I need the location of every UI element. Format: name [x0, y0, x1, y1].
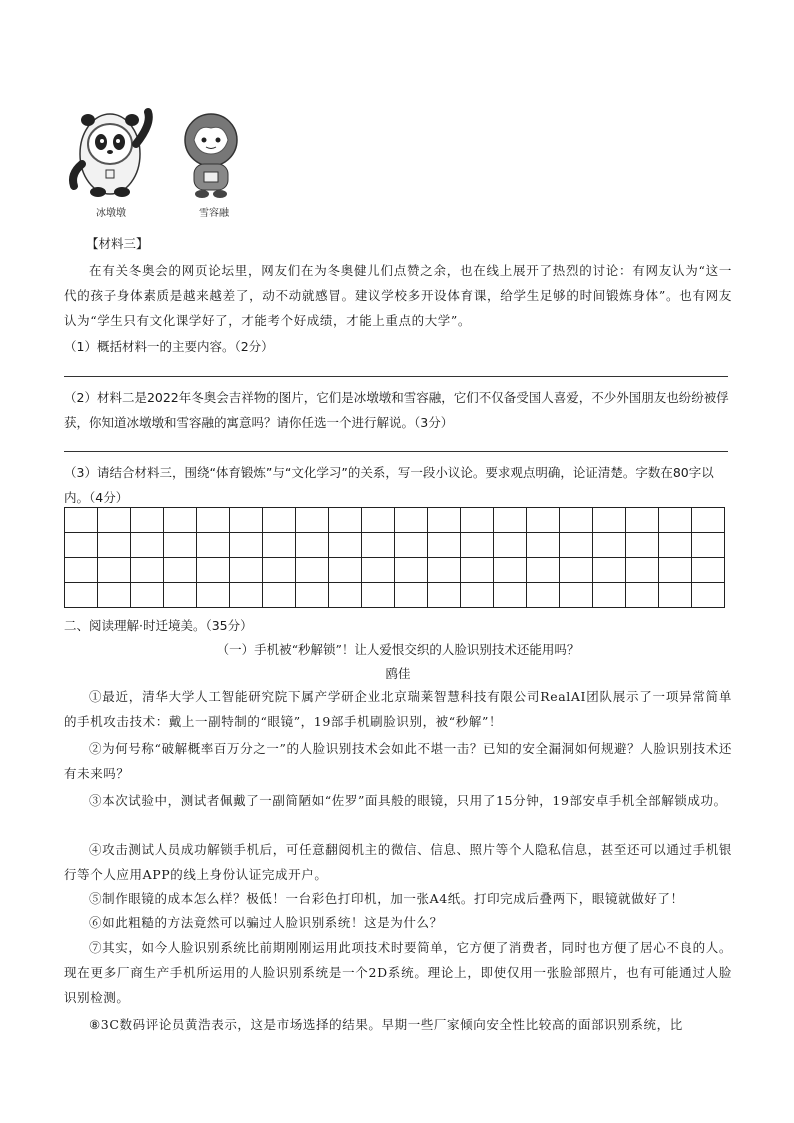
- bing-dwen-dwen-caption: 冰墩墩: [96, 208, 126, 219]
- question-2: （2）材料二是2022年冬奥会吉祥物的图片，它们是冰墩墩和雪容融，它们不仅备受国人喜爱，不少外国朋友也纷纷被俘获，你知道冰墩墩和雪容融的寓意吗？请你任选一个进行解说。（3分）: [64, 390, 729, 430]
- shuey-rhon-rhon-illustration: [176, 110, 246, 200]
- writing-grid[interactable]: [64, 507, 725, 608]
- question-1: （1）概括材料一的主要内容。（2分）: [64, 339, 274, 354]
- question-3: （3）请结合材料三，围绕“体育锻炼”与“文化学习”的关系，写一段小议论。要求观点明确，论证清楚。字数在80字以内。（4分）: [64, 465, 714, 505]
- section2-heading: 二、阅读理解·时迁境美。（35分）: [64, 618, 253, 633]
- article-paragraph-3: ③本次试验中，测试者佩戴了一副简陋如“佐罗”面具般的眼镜，只用了15分钟，19部安卓手机全部解锁成功。: [89, 793, 727, 808]
- bing-dwen-dwen-illustration: [64, 104, 164, 200]
- article-paragraph-2: ②为何号称“破解概率百万分之一”的人脸识别技术会如此不堪一击？已知的安全漏洞如何规避？人脸识别技术还有未来吗？: [64, 741, 732, 781]
- article-paragraph-8: ⑧3C数码评论员黄浩表示，这是市场选择的结果。早期一些厂家倾向安全性比较高的面部识别系统，比: [89, 1017, 683, 1032]
- shuey-rhon-rhon-caption: 雪容融: [199, 208, 229, 219]
- article-paragraph-7: ⑦其实，如今人脸识别系统比前期刚刚运用此项技术时要简单，它方便了消费者，同时也方便了居心不良的人。现在更多厂商生产手机所运用的人脸识别系统是一个2D系统。理论上，即使仅用一张脸部照片，也有可能通过人脸识别检测。: [64, 940, 732, 1005]
- article-paragraph-4: ④攻击测试人员成功解锁手机后，可任意翻阅机主的微信、信息、照片等个人隐私信息，甚至还可以通过手机银行等个人应用APP的线上身份认证完成开户。: [64, 842, 732, 882]
- material3-text: 在有关冬奥会的网页论坛里，网友们在为冬奥健儿们点赞之余，也在线上展开了热烈的讨论：有网友认为“这一代的孩子身体素质是越来越差了，动不动就感冒。建议学校多开设体育课，给学生足够的时间锻炼身体”。也有网友认为“学生只有文化课学好了，才能考个好成绩，才能上重点的大学”。: [64, 263, 732, 328]
- material3-title: 【材料三】: [86, 236, 149, 251]
- article-title: （一）手机被“秒解锁”！让人爱恨交织的人脸识别技术还能用吗？: [216, 642, 580, 657]
- answer-line-2: [64, 451, 728, 452]
- article-paragraph-6: ⑥如此粗糙的方法竟然可以骗过人脸识别系统！这是为什么？: [89, 915, 443, 930]
- answer-line-1: [64, 376, 728, 377]
- article-paragraph-1: ①最近，清华大学人工智能研究院下属产学研企业北京瑞莱智慧科技有限公司RealAI团队展示了一项异常简单的手机攻击技术：戴上一副特制的“眼镜”，19部手机刷脸识别，被“秒解”！: [64, 689, 732, 729]
- article-author: 鸥佳: [385, 666, 411, 681]
- article-paragraph-5: ⑤制作眼镜的成本怎么样？极低！一台彩色打印机，加一张A4纸。打印完成后叠两下，眼镜就做好了！: [89, 891, 684, 906]
